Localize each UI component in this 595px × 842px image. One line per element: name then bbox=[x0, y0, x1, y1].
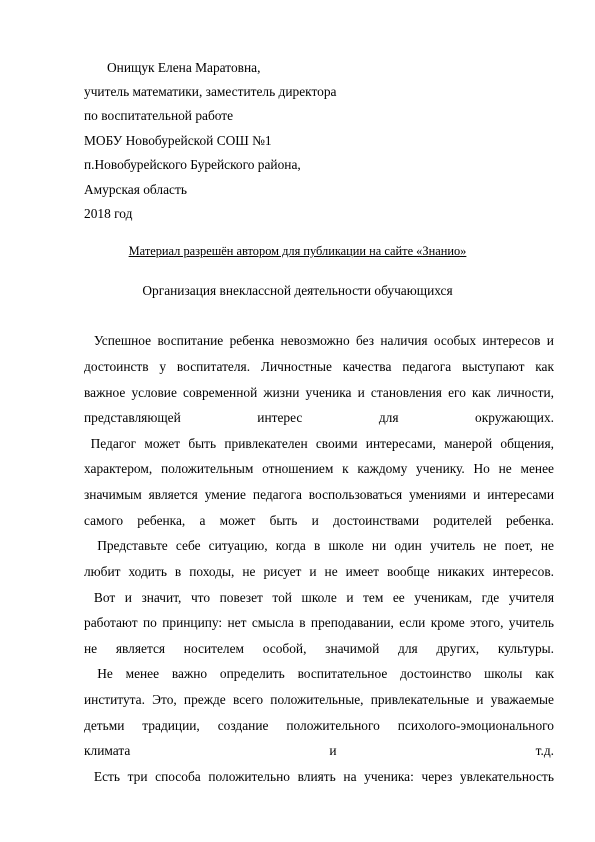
body-line: климата и т.д. bbox=[84, 743, 554, 758]
body-line: самого ребенка, а может быть и достоинствами родителей ребенка. bbox=[84, 513, 554, 528]
body-line: значимым является умение педагога воспользоваться умениями и интересами bbox=[84, 487, 554, 502]
body-line: любит ходить в походы, не рисует и не имеет вообще никаких интересов. bbox=[84, 564, 554, 579]
body-line: Педагог может быть привлекателен своими интересами, манерой общения, bbox=[90, 436, 554, 451]
author-name: Онищук Елена Маратовна, bbox=[107, 60, 261, 75]
body-line: института. Это, прежде всего положительные, привлекательные и уважаемые bbox=[84, 692, 554, 707]
body-line: представляющей интерес для окружающих. bbox=[84, 410, 554, 425]
body-line: Успешное воспитание ребенка невозможно без наличия особых интересов и bbox=[93, 333, 554, 348]
body-line: важное условие современной жизни ученика и становления его как личности, bbox=[84, 385, 554, 400]
body-line: работают по принципу: нет смысла в преподавании, если кроме этого, учитель bbox=[84, 615, 554, 630]
body-line: детьми традиции, создание положительного психолого-эмоционального bbox=[84, 718, 554, 733]
region-name: Амурская область bbox=[84, 182, 187, 197]
document-title: Организация внеклассной деятельности обучающихся bbox=[142, 283, 453, 298]
district-name: п.Новобурейского Бурейского района, bbox=[84, 157, 301, 172]
body-line: достоинств у воспитателя. Личностные качества педагога выступают как bbox=[84, 359, 554, 374]
school-name: МОБУ Новобурейской СОШ №1 bbox=[84, 133, 272, 148]
body-line: Не менее важно определить воспитательное достоинство школы как bbox=[97, 666, 554, 681]
year: 2018 год bbox=[84, 206, 133, 221]
body-line: Представьте себе ситуацию, когда в школе ни один учитель не поет, не bbox=[97, 538, 554, 553]
author-position: учитель математики, заместитель директора bbox=[84, 84, 337, 99]
body-line: Есть три способа положительно влиять на ученика: через увлекательность bbox=[93, 769, 554, 784]
body-line: характером, положительным отношением к каждому ученику. Но не менее bbox=[84, 461, 554, 476]
body-line: Вот и значит, что повезет той школе и тем ее ученикам, где учителя bbox=[93, 590, 554, 605]
author-position-cont: по воспитательной работе bbox=[84, 108, 234, 123]
body-line: не является носителем особой, значимой для других, культуры. bbox=[84, 641, 554, 656]
publication-notice: Материал разрешён автором для публикации на сайте «Знанио» bbox=[128, 244, 467, 258]
